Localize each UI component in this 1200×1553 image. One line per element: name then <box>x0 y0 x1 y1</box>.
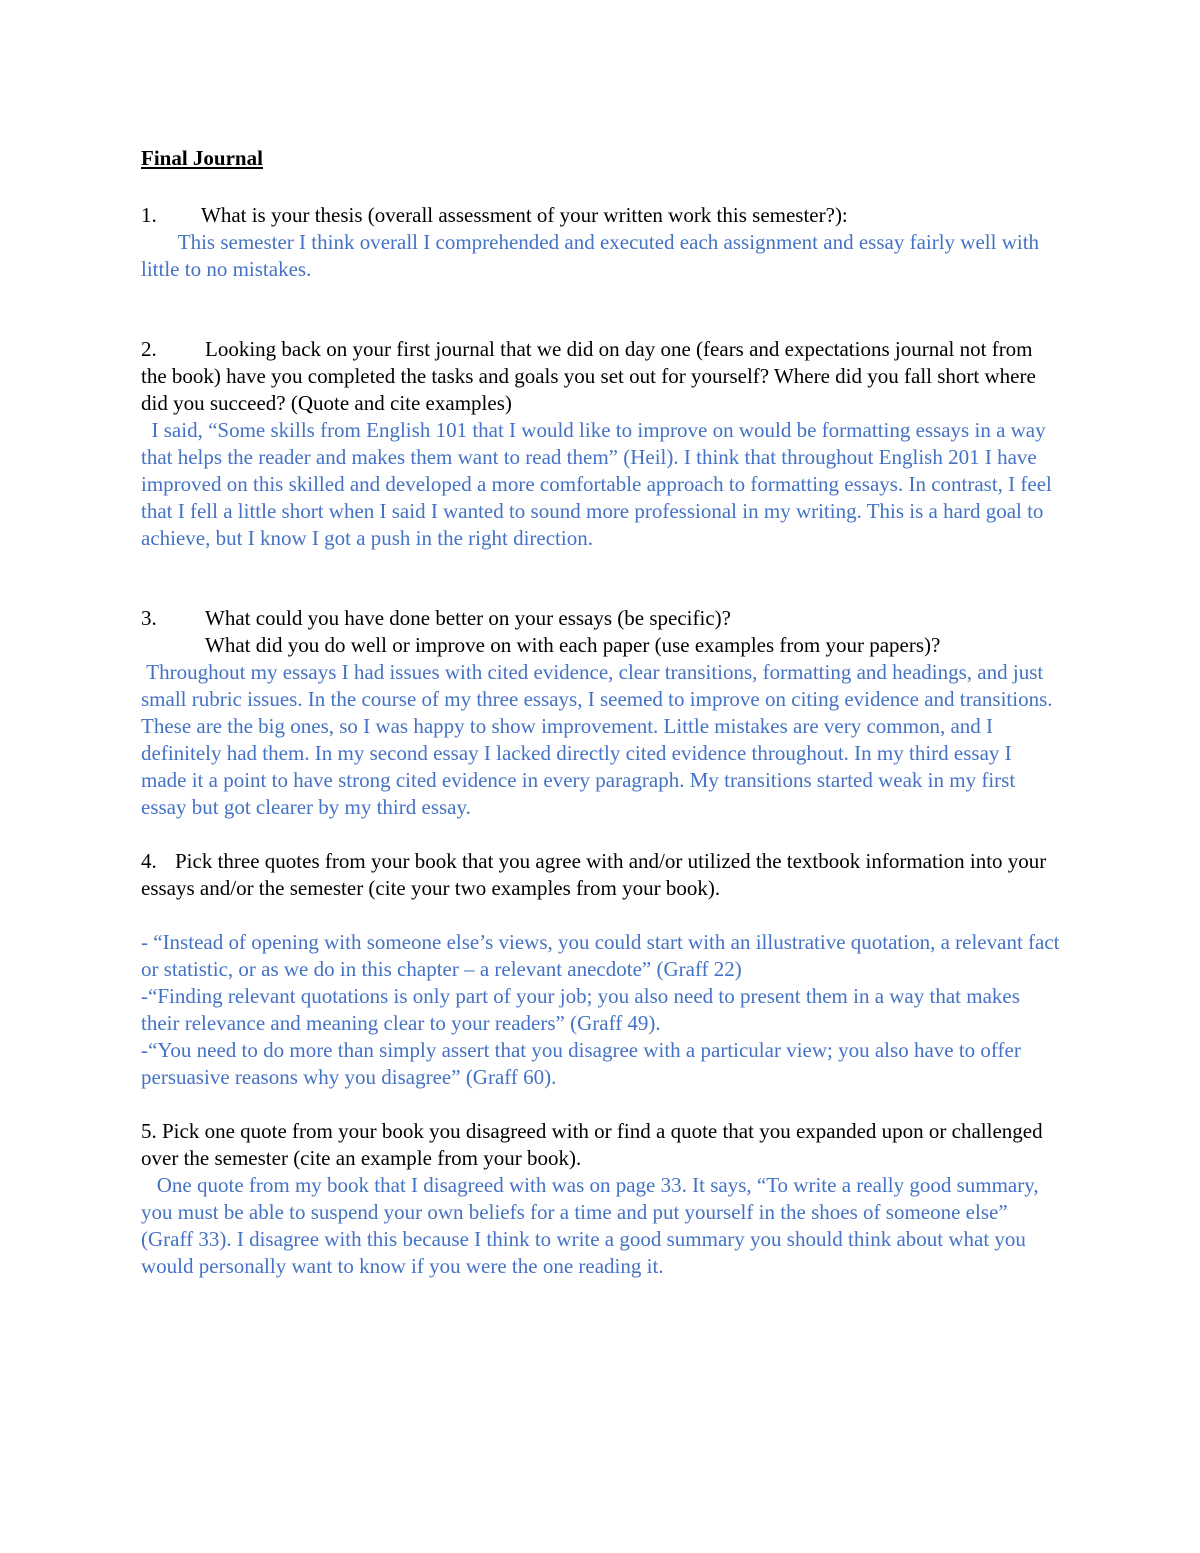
quote-item: -“You need to do more than simply assert that you disagree with a particular view; you also have to offer persuasive reasons why you disagree” (Graff 60). <box>141 1038 1021 1089</box>
question-4-text <box>141 848 1061 902</box>
question-2-prompt: Looking back on your first journal that we did on day one (fears and expectations journal not from the book) have you completed the tasks and goals you set out for yourself? Where did you fall short where did you succeed? (Quote and cite examples) <box>141 337 1036 415</box>
answer-3 <box>141 659 1061 821</box>
quote-item: -“Finding relevant quotations is only part of your job; you also need to present them in a way that makes their relevance and meaning clear to your readers” (Graff 49). <box>141 984 1020 1035</box>
answer-1 <box>141 229 1061 283</box>
question-5-prompt: Pick one quote from your book you disagreed with or find a quote that you expanded upon or challenged over the semester (cite an example from your book). <box>141 1119 1043 1170</box>
question-3-number: 3. <box>141 606 157 630</box>
page-title: Final Journal <box>141 146 263 170</box>
question-1-text <box>141 202 1061 229</box>
question-5-number: 5. <box>141 1119 157 1143</box>
question-1 <box>141 202 1061 283</box>
question-4 <box>141 848 1061 1091</box>
journal-page <box>141 140 1061 1280</box>
question-2-number: 2. <box>141 337 157 361</box>
question-3 <box>141 605 1061 821</box>
question-1-number: 1. <box>141 203 157 227</box>
answer-2-text: I said, “Some skills from English 101 that I would like to improve on would be formatting essays in a way that helps the reader and makes them want to read them” (Heil). I think that throughout English 201 I have improved on this skilled and developed a more comfortable approach to formatting essays. In contrast, I feel that I fell a little short when I said I wanted to sound more professional in my writing. This is a hard goal to achieve, but I know I got a push in the right direction. <box>141 418 1052 550</box>
question-1-prompt: What is your thesis (overall assessment of your written work this semester?): <box>201 203 848 227</box>
answer-1-text: This semester I think overall I comprehended and executed each assignment and essay fairly well with little to no mistakes. <box>141 230 1040 281</box>
answer-5 <box>141 1172 1061 1280</box>
quote-item: - “Instead of opening with someone else’s views, you could start with an illustrative quotation, a relevant fact or statistic, or as we do in this chapter – a relevant anecdote” (Graff 22) <box>141 930 1060 981</box>
question-2 <box>141 336 1061 552</box>
question-3-text <box>141 605 1061 632</box>
question-3-prompt: What could you have done better on your essays (be specific)? <box>205 606 731 630</box>
question-4-number: 4. <box>141 849 157 873</box>
question-5-text <box>141 1118 1061 1172</box>
question-3-prompt-b: What did you do well or improve on with each paper (use examples from your papers)? <box>205 633 941 657</box>
question-4-prompt: Pick three quotes from your book that you agree with and/or utilized the textbook information into your essays and/or the semester (cite your two examples from your book). <box>141 849 1047 900</box>
answer-5-text: One quote from my book that I disagreed with was on page 33. It says, “To write a really good summary, you must be able to suspend your own beliefs for a time and put yourself in the shoes of someone else” (Graff 33). I disagree with this because I think to write a good summary you should think about what you would personally want to know if you were the one reading it. <box>141 1173 1039 1278</box>
answer-3-text: Throughout my essays I had issues with cited evidence, clear transitions, formatting and headings, and just small rubric issues. In the course of my three essays, I seemed to improve on citing evidence and transitions. These are the big ones, so I was happy to show improvement. Little mistakes are very common, and I definitely had them. In my second essay I lacked directly cited evidence throughout. In my third essay I made it a point to have strong cited evidence in every paragraph. My transitions started weak in my first essay but got clearer by my third essay. <box>141 660 1053 819</box>
answer-2 <box>141 417 1061 552</box>
question-5 <box>141 1118 1061 1280</box>
question-2-text <box>141 336 1061 417</box>
question-3-text-b <box>141 632 1061 659</box>
